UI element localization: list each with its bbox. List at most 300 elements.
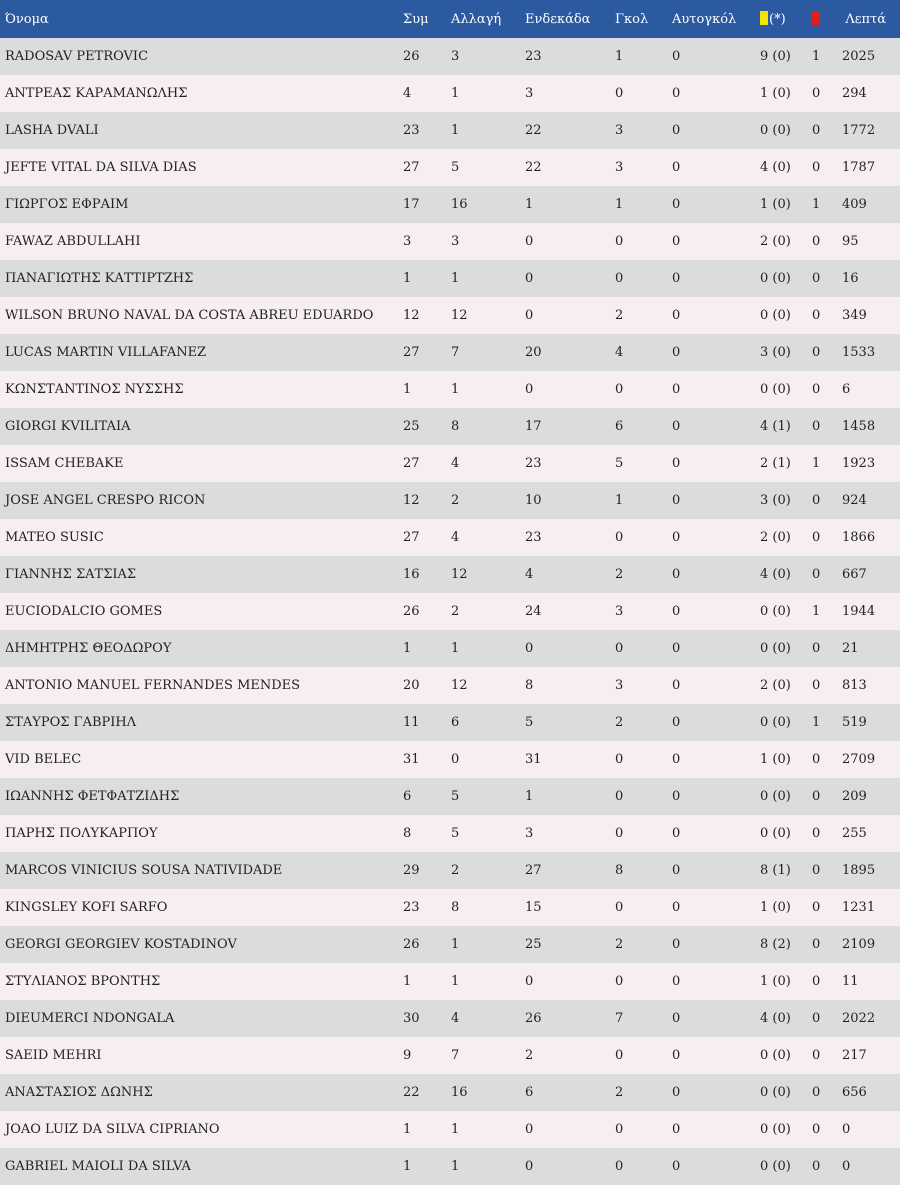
cell-starts: 5	[525, 715, 534, 730]
cell-own-goals: 0	[672, 826, 681, 841]
cell-subs: 6	[451, 715, 460, 730]
header-subs[interactable]: Αλλαγή	[451, 11, 502, 27]
cell-own-goals: 0	[672, 456, 681, 471]
cell-own-goals: 0	[672, 271, 681, 286]
cell-red-cards: 0	[812, 752, 821, 767]
cell-minutes: 2109	[842, 937, 876, 952]
cell-apps: 1	[403, 382, 412, 397]
cell-goals: 0	[615, 382, 624, 397]
cell-starts: 3	[525, 826, 534, 841]
table-row	[0, 704, 900, 741]
cell-minutes: 6	[842, 382, 851, 397]
cell-starts: 27	[525, 863, 542, 878]
cell-yellow-cards: 1 (0)	[760, 900, 791, 915]
table-row	[0, 408, 900, 445]
cell-goals: 0	[615, 530, 624, 545]
cell-goals: 2	[615, 715, 624, 730]
cell-own-goals: 0	[672, 234, 681, 249]
cell-goals: 2	[615, 567, 624, 582]
cell-red-cards: 0	[812, 974, 821, 989]
cell-yellow-cards: 1 (0)	[760, 197, 791, 212]
cell-starts: 4	[525, 567, 534, 582]
cell-own-goals: 0	[672, 900, 681, 915]
cell-red-cards: 1	[812, 49, 821, 64]
cell-starts: 0	[525, 234, 534, 249]
cell-goals: 3	[615, 604, 624, 619]
cell-starts: 17	[525, 419, 542, 434]
cell-red-cards: 0	[812, 345, 821, 360]
cell-yellow-cards: 8 (1)	[760, 863, 791, 878]
header-yellow-cards[interactable]	[755, 0, 807, 38]
cell-goals: 6	[615, 419, 624, 434]
table-row	[0, 556, 900, 593]
cell-apps: 31	[403, 752, 420, 767]
cell-subs: 5	[451, 160, 460, 175]
table-row	[0, 889, 900, 926]
cell-own-goals: 0	[672, 382, 681, 397]
cell-subs: 16	[451, 197, 468, 212]
table-row	[0, 741, 900, 778]
cell-subs: 3	[451, 49, 460, 64]
cell-subs: 1	[451, 1159, 460, 1174]
cell-minutes: 294	[842, 86, 867, 101]
cell-subs: 5	[451, 789, 460, 804]
header-starts[interactable]: Ενδεκάδα	[525, 11, 591, 27]
cell-apps: 27	[403, 456, 420, 471]
table-body	[0, 38, 900, 1185]
cell-apps: 30	[403, 1011, 420, 1026]
cell-own-goals: 0	[672, 567, 681, 582]
cell-name: LUCAS MARTIN VILLAFANEZ	[5, 345, 207, 360]
cell-apps: 1	[403, 641, 412, 656]
table-row	[0, 223, 900, 260]
cell-minutes: 409	[842, 197, 867, 212]
cell-minutes: 667	[842, 567, 867, 582]
cell-subs: 2	[451, 493, 460, 508]
cell-starts: 23	[525, 456, 542, 471]
cell-yellow-cards: 2 (0)	[760, 678, 791, 693]
cell-minutes: 217	[842, 1048, 867, 1063]
cell-subs: 1	[451, 641, 460, 656]
cell-starts: 22	[525, 123, 542, 138]
cell-minutes: 255	[842, 826, 867, 841]
cell-starts: 8	[525, 678, 534, 693]
cell-red-cards: 0	[812, 1085, 821, 1100]
cell-name: DIEUMERCI NDONGALA	[5, 1011, 175, 1026]
cell-name: ΓΙΩΡΓΟΣ ΕΦΡΑΙΜ	[5, 197, 129, 212]
cell-apps: 12	[403, 493, 420, 508]
cell-subs: 1	[451, 937, 460, 952]
cell-own-goals: 0	[672, 678, 681, 693]
cell-red-cards: 1	[812, 456, 821, 471]
cell-subs: 12	[451, 308, 468, 323]
header-own-goals[interactable]: Αυτογκόλ	[672, 11, 737, 27]
cell-minutes: 2709	[842, 752, 876, 767]
cell-name: GIORGI KVILITAIA	[5, 419, 131, 434]
cell-own-goals: 0	[672, 641, 681, 656]
cell-red-cards: 1	[812, 197, 821, 212]
cell-goals: 8	[615, 863, 624, 878]
cell-yellow-cards: 0 (0)	[760, 1122, 791, 1137]
cell-starts: 0	[525, 1122, 534, 1137]
cell-own-goals: 0	[672, 1011, 681, 1026]
cell-red-cards: 0	[812, 530, 821, 545]
cell-name: ΚΩΝΣΤΑΝΤΙΝΟΣ ΝΥΣΣΗΣ	[5, 382, 184, 397]
cell-red-cards: 0	[812, 900, 821, 915]
cell-own-goals: 0	[672, 604, 681, 619]
cell-subs: 8	[451, 900, 460, 915]
cell-yellow-cards: 0 (0)	[760, 715, 791, 730]
cell-name: MARCOS VINICIUS SOUSA NATIVIDADE	[5, 863, 283, 878]
yellow-card-icon	[760, 11, 768, 25]
cell-yellow-cards: 9 (0)	[760, 49, 791, 64]
cell-red-cards: 0	[812, 419, 821, 434]
cell-yellow-cards: 3 (0)	[760, 345, 791, 360]
table-row	[0, 778, 900, 815]
cell-subs: 5	[451, 826, 460, 841]
cell-apps: 26	[403, 604, 420, 619]
cell-red-cards: 0	[812, 641, 821, 656]
cell-goals: 4	[615, 345, 624, 360]
cell-subs: 12	[451, 678, 468, 693]
cell-yellow-cards: 4 (0)	[760, 160, 791, 175]
cell-name: WILSON BRUNO NAVAL DA COSTA ABREU EDUARDO	[5, 308, 374, 323]
cell-subs: 4	[451, 530, 460, 545]
cell-apps: 12	[403, 308, 420, 323]
table-row	[0, 1000, 900, 1037]
table-row	[0, 75, 900, 112]
cell-starts: 0	[525, 1159, 534, 1174]
cell-subs: 1	[451, 974, 460, 989]
cell-red-cards: 0	[812, 123, 821, 138]
cell-apps: 1	[403, 974, 412, 989]
cell-goals: 3	[615, 160, 624, 175]
cell-own-goals: 0	[672, 530, 681, 545]
cell-starts: 0	[525, 271, 534, 286]
cell-starts: 0	[525, 382, 534, 397]
cell-own-goals: 0	[672, 937, 681, 952]
cell-goals: 2	[615, 308, 624, 323]
cell-minutes: 656	[842, 1085, 867, 1100]
cell-minutes: 1533	[842, 345, 876, 360]
table-row	[0, 186, 900, 223]
table-row	[0, 260, 900, 297]
cell-own-goals: 0	[672, 49, 681, 64]
cell-red-cards: 0	[812, 937, 821, 952]
cell-apps: 27	[403, 345, 420, 360]
cell-name: ΓΙΑΝΝΗΣ ΣΑΤΣΙΑΣ	[5, 567, 137, 582]
cell-starts: 10	[525, 493, 542, 508]
cell-own-goals: 0	[672, 1122, 681, 1137]
cell-apps: 6	[403, 789, 412, 804]
cell-minutes: 0	[842, 1159, 851, 1174]
cell-own-goals: 0	[672, 123, 681, 138]
cell-minutes: 209	[842, 789, 867, 804]
table-row	[0, 630, 900, 667]
table-row	[0, 334, 900, 371]
cell-apps: 20	[403, 678, 420, 693]
cell-goals: 0	[615, 900, 624, 915]
cell-minutes: 519	[842, 715, 867, 730]
cell-yellow-cards: 0 (0)	[760, 1085, 791, 1100]
cell-subs: 1	[451, 86, 460, 101]
cell-name: JOSE ANGEL CRESPO RICON	[5, 493, 206, 508]
cell-apps: 22	[403, 1085, 420, 1100]
table-row	[0, 297, 900, 334]
cell-red-cards: 1	[812, 715, 821, 730]
cell-yellow-cards: 4 (1)	[760, 419, 791, 434]
cell-starts: 0	[525, 308, 534, 323]
cell-own-goals: 0	[672, 86, 681, 101]
cell-own-goals: 0	[672, 1085, 681, 1100]
cell-subs: 4	[451, 456, 460, 471]
cell-yellow-cards: 0 (0)	[760, 604, 791, 619]
table-row	[0, 593, 900, 630]
cell-minutes: 1231	[842, 900, 876, 915]
cell-starts: 2	[525, 1048, 534, 1063]
cell-name: RADOSAV PETROVIC	[5, 49, 149, 64]
cell-yellow-cards: 0 (0)	[760, 271, 791, 286]
cell-minutes: 1895	[842, 863, 876, 878]
table-row	[0, 38, 900, 75]
header-minutes[interactable]: Λεπτά	[845, 11, 886, 27]
header-name[interactable]: Όνομα	[5, 11, 49, 27]
cell-red-cards: 0	[812, 678, 821, 693]
cell-starts: 15	[525, 900, 542, 915]
cell-name: ΣΤΥΛΙΑΝΟΣ ΒΡΟΝΤΗΣ	[5, 974, 161, 989]
cell-red-cards: 0	[812, 826, 821, 841]
cell-goals: 0	[615, 789, 624, 804]
cell-yellow-cards: 2 (0)	[760, 234, 791, 249]
cell-starts: 26	[525, 1011, 542, 1026]
header-row	[0, 0, 900, 38]
table-row	[0, 445, 900, 482]
table-row	[0, 482, 900, 519]
cell-name: ΣΤΑΥΡΟΣ ΓΑΒΡΙΗΛ	[5, 715, 137, 730]
cell-apps: 11	[403, 715, 420, 730]
cell-name: ΠΑΡΗΣ ΠΟΛΥΚΑΡΠΟΥ	[5, 826, 158, 841]
cell-starts: 6	[525, 1085, 534, 1100]
cell-subs: 7	[451, 1048, 460, 1063]
cell-yellow-cards: 8 (2)	[760, 937, 791, 952]
table-row	[0, 852, 900, 889]
cell-starts: 24	[525, 604, 542, 619]
cell-subs: 1	[451, 123, 460, 138]
cell-name: KINGSLEY KOFI SARFO	[5, 900, 168, 915]
header-apps[interactable]: Συμ	[403, 11, 429, 27]
cell-minutes: 349	[842, 308, 867, 323]
cell-apps: 23	[403, 900, 420, 915]
cell-red-cards: 0	[812, 1048, 821, 1063]
cell-goals: 3	[615, 123, 624, 138]
cell-subs: 1	[451, 1122, 460, 1137]
cell-starts: 23	[525, 530, 542, 545]
table-row	[0, 519, 900, 556]
cell-minutes: 2022	[842, 1011, 876, 1026]
cell-name: JEFTE VITAL DA SILVA DIAS	[5, 160, 197, 175]
cell-goals: 0	[615, 1048, 624, 1063]
table-row	[0, 815, 900, 852]
cell-apps: 3	[403, 234, 412, 249]
cell-name: ΠΑΝΑΓΙΩΤΗΣ ΚΑΤΤΙΡΤΖΗΣ	[5, 271, 194, 286]
cell-starts: 0	[525, 974, 534, 989]
cell-apps: 1	[403, 1122, 412, 1137]
cell-name: GEORGI GEORGIEV KOSTADINOV	[5, 937, 237, 952]
cell-apps: 27	[403, 160, 420, 175]
cell-subs: 1	[451, 271, 460, 286]
cell-starts: 3	[525, 86, 534, 101]
cell-apps: 1	[403, 271, 412, 286]
table-row	[0, 371, 900, 408]
cell-name: ΑΝΑΣΤΑΣΙΟΣ ΔΩΝΗΣ	[5, 1085, 153, 1100]
cell-yellow-cards: 0 (0)	[760, 308, 791, 323]
cell-subs: 2	[451, 863, 460, 878]
cell-apps: 17	[403, 197, 420, 212]
cell-name: GABRIEL MAIOLI DA SILVA	[5, 1159, 191, 1174]
table-row	[0, 1074, 900, 1111]
cell-red-cards: 0	[812, 1159, 821, 1174]
cell-name: JOAO LUIZ DA SILVA CIPRIANO	[5, 1122, 220, 1137]
cell-goals: 2	[615, 937, 624, 952]
cell-own-goals: 0	[672, 1048, 681, 1063]
cell-starts: 31	[525, 752, 542, 767]
cell-red-cards: 0	[812, 308, 821, 323]
cell-red-cards: 0	[812, 1122, 821, 1137]
cell-minutes: 21	[842, 641, 859, 656]
cell-minutes: 16	[842, 271, 859, 286]
cell-own-goals: 0	[672, 974, 681, 989]
header-yellow-suffix: (*)	[769, 12, 786, 27]
cell-apps: 4	[403, 86, 412, 101]
cell-own-goals: 0	[672, 863, 681, 878]
table-row	[0, 1037, 900, 1074]
cell-minutes: 813	[842, 678, 867, 693]
header-goals[interactable]: Γκολ	[615, 11, 649, 27]
cell-goals: 0	[615, 641, 624, 656]
cell-apps: 27	[403, 530, 420, 545]
table-row	[0, 149, 900, 186]
cell-apps: 25	[403, 419, 420, 434]
cell-own-goals: 0	[672, 1159, 681, 1174]
cell-starts: 22	[525, 160, 542, 175]
cell-goals: 0	[615, 1159, 624, 1174]
cell-apps: 26	[403, 937, 420, 952]
cell-goals: 0	[615, 234, 624, 249]
cell-minutes: 95	[842, 234, 859, 249]
cell-red-cards: 0	[812, 493, 821, 508]
cell-subs: 0	[451, 752, 460, 767]
cell-red-cards: 0	[812, 234, 821, 249]
cell-name: ΔΗΜΗΤΡΗΣ ΘΕΟΔΩΡΟΥ	[5, 641, 172, 656]
cell-subs: 8	[451, 419, 460, 434]
cell-yellow-cards: 0 (0)	[760, 789, 791, 804]
cell-yellow-cards: 4 (0)	[760, 567, 791, 582]
cell-red-cards: 0	[812, 567, 821, 582]
header-red-cards[interactable]	[807, 0, 837, 38]
cell-subs: 3	[451, 234, 460, 249]
cell-yellow-cards: 0 (0)	[760, 1159, 791, 1174]
cell-red-cards: 0	[812, 1011, 821, 1026]
cell-goals: 1	[615, 493, 624, 508]
cell-subs: 16	[451, 1085, 468, 1100]
cell-red-cards: 0	[812, 271, 821, 286]
table-row	[0, 112, 900, 149]
cell-starts: 23	[525, 49, 542, 64]
cell-apps: 26	[403, 49, 420, 64]
cell-minutes: 1923	[842, 456, 876, 471]
cell-yellow-cards: 1 (0)	[760, 86, 791, 101]
cell-yellow-cards: 0 (0)	[760, 826, 791, 841]
cell-red-cards: 0	[812, 789, 821, 804]
cell-goals: 0	[615, 826, 624, 841]
cell-subs: 4	[451, 1011, 460, 1026]
cell-yellow-cards: 0 (0)	[760, 382, 791, 397]
cell-red-cards: 0	[812, 160, 821, 175]
cell-subs: 2	[451, 604, 460, 619]
cell-minutes: 1772	[842, 123, 876, 138]
cell-own-goals: 0	[672, 419, 681, 434]
cell-own-goals: 0	[672, 752, 681, 767]
cell-minutes: 2025	[842, 49, 876, 64]
cell-red-cards: 0	[812, 863, 821, 878]
cell-goals: 0	[615, 271, 624, 286]
cell-yellow-cards: 0 (0)	[760, 123, 791, 138]
cell-name: MATEO SUSIC	[5, 530, 104, 545]
cell-apps: 29	[403, 863, 420, 878]
cell-starts: 1	[525, 197, 534, 212]
cell-red-cards: 0	[812, 382, 821, 397]
cell-minutes: 11	[842, 974, 859, 989]
cell-starts: 20	[525, 345, 542, 360]
table-row	[0, 963, 900, 1000]
cell-goals: 5	[615, 456, 624, 471]
cell-minutes: 1866	[842, 530, 876, 545]
cell-name: LASHA DVALI	[5, 123, 99, 138]
cell-own-goals: 0	[672, 160, 681, 175]
cell-minutes: 1458	[842, 419, 876, 434]
cell-subs: 12	[451, 567, 468, 582]
cell-minutes: 1787	[842, 160, 876, 175]
cell-goals: 1	[615, 49, 624, 64]
cell-subs: 7	[451, 345, 460, 360]
red-card-icon	[812, 11, 820, 25]
table-row	[0, 1111, 900, 1148]
table-row	[0, 667, 900, 704]
cell-name: ISSAM CHEBAKE	[5, 456, 124, 471]
cell-goals: 0	[615, 752, 624, 767]
table-row	[0, 1148, 900, 1185]
cell-own-goals: 0	[672, 197, 681, 212]
cell-yellow-cards: 0 (0)	[760, 641, 791, 656]
cell-red-cards: 1	[812, 604, 821, 619]
table-row	[0, 926, 900, 963]
cell-yellow-cards: 1 (0)	[760, 974, 791, 989]
cell-apps: 8	[403, 826, 412, 841]
cell-starts: 0	[525, 641, 534, 656]
cell-goals: 0	[615, 1122, 624, 1137]
cell-name: SAEID MEHRI	[5, 1048, 102, 1063]
cell-yellow-cards: 4 (0)	[760, 1011, 791, 1026]
cell-goals: 1	[615, 197, 624, 212]
cell-own-goals: 0	[672, 789, 681, 804]
cell-minutes: 1944	[842, 604, 876, 619]
cell-own-goals: 0	[672, 308, 681, 323]
cell-subs: 1	[451, 382, 460, 397]
cell-goals: 2	[615, 1085, 624, 1100]
cell-yellow-cards: 0 (0)	[760, 1048, 791, 1063]
cell-name: FAWAZ ABDULLAHI	[5, 234, 141, 249]
cell-yellow-cards: 3 (0)	[760, 493, 791, 508]
